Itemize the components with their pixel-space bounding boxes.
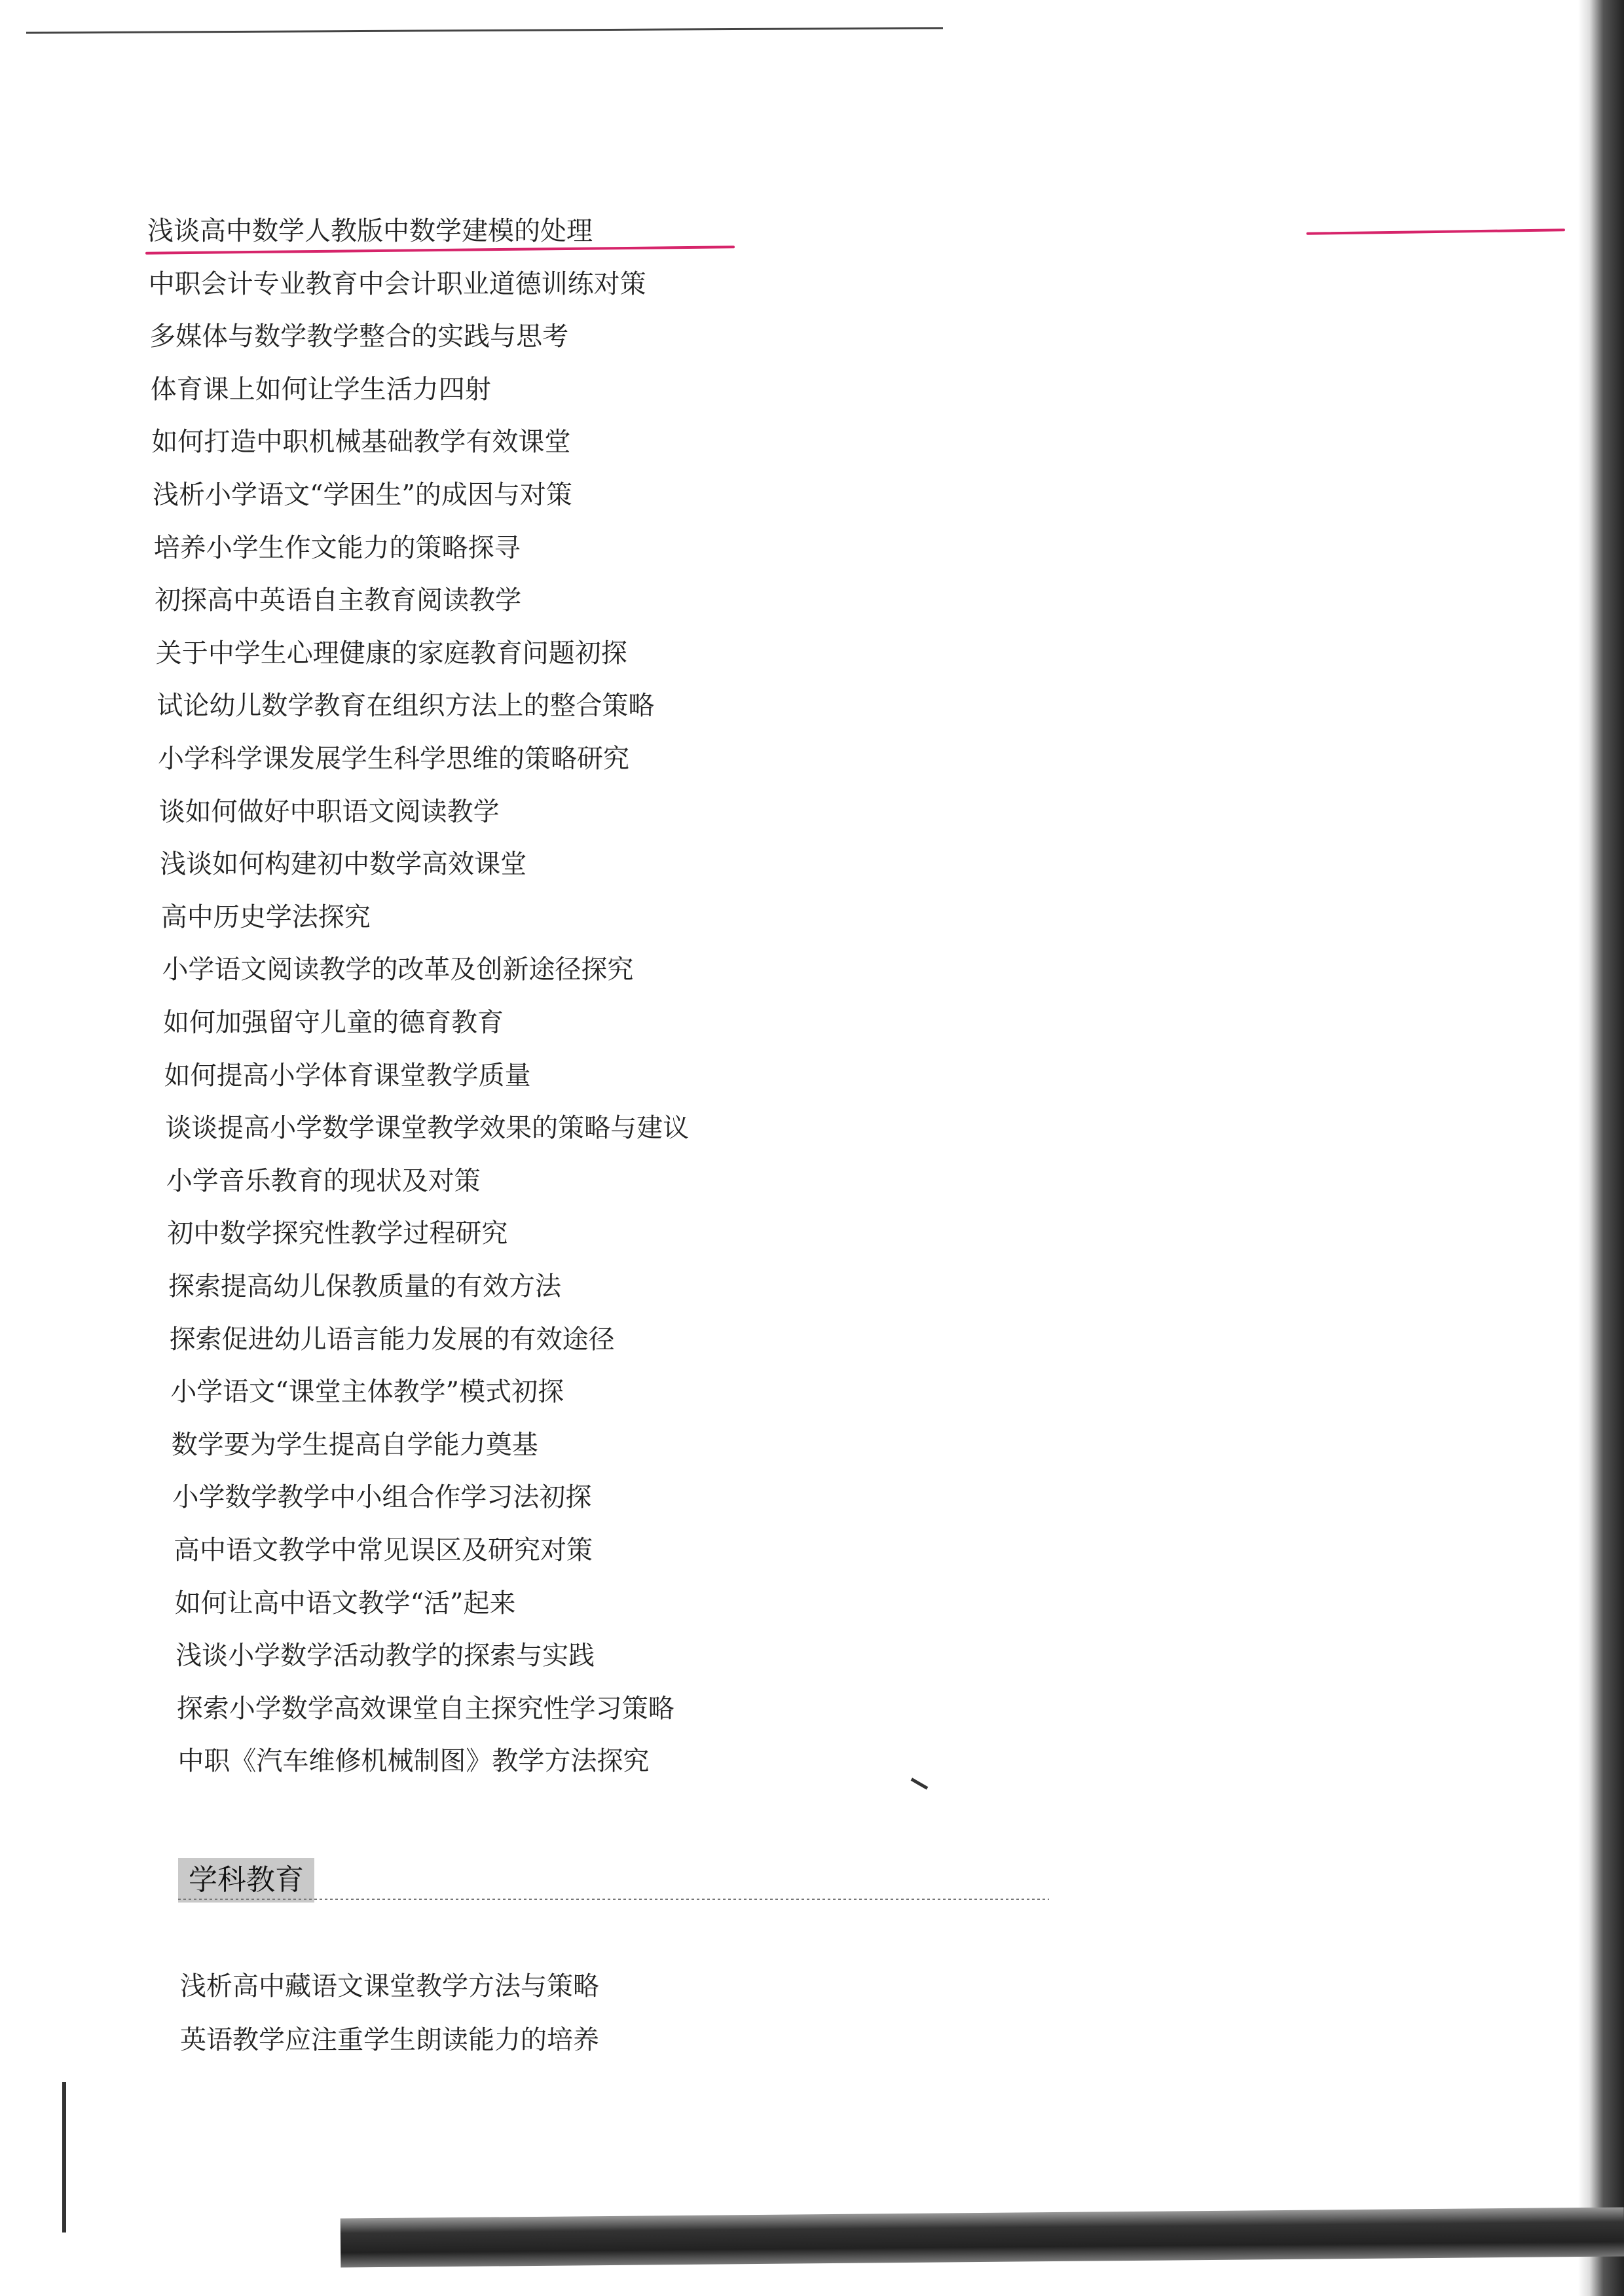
entry-title: 小学语文阅读教学的改革及创新途径探究 bbox=[162, 955, 634, 985]
scan-edge-bottom bbox=[341, 2207, 1624, 2267]
author-highlight-underline bbox=[1306, 228, 1565, 235]
entry-title: 培养小学生作文能力的策略探寻 bbox=[153, 532, 521, 563]
entry-title: 谈如何做好中职语文阅读教学 bbox=[158, 796, 500, 827]
entry-title: 浅谈小学数学活动教学的探索与实践 bbox=[175, 1641, 595, 1671]
entry-title: 关于中学生心理健康的家庭教育问题初探 bbox=[155, 638, 627, 668]
entry-title: 探索小学数学高效课堂自主探究性学习策略 bbox=[176, 1693, 674, 1724]
entry-title: 浅谈高中数学人教版中数学建模的处理 bbox=[147, 216, 593, 246]
section-entry-title: 英语教学应注重学生朗读能力的培养 bbox=[180, 2025, 599, 2055]
entry-title: 如何让高中语文教学“活”起来 bbox=[174, 1588, 516, 1618]
scan-mark-left bbox=[62, 2082, 66, 2232]
top-rule bbox=[26, 27, 943, 33]
entry-title: 初探高中英语自主教育阅读教学 bbox=[155, 585, 522, 616]
entry-title: 谈谈提高小学数学课堂教学效果的策略与建议 bbox=[165, 1113, 690, 1144]
entry-title: 小学音乐教育的现状及对策 bbox=[166, 1165, 481, 1196]
entry-title: 中职《汽车维修机械制图》教学方法探究 bbox=[177, 1746, 650, 1777]
scan-speck bbox=[911, 1777, 929, 1789]
entry-title: 小学数学教学中小组合作学习法初探 bbox=[172, 1482, 592, 1513]
entry-title: 体育课上如何让学生活力四射 bbox=[150, 374, 491, 405]
entry-title: 如何加强留守儿童的德育教育 bbox=[163, 1008, 504, 1038]
section-entry-title: 浅析高中藏语文课堂教学方法与策略 bbox=[180, 1971, 599, 2001]
entry-title: 高中历史学法探究 bbox=[160, 902, 371, 932]
entry-title: 多媒体与数学教学整合的实践与思考 bbox=[149, 321, 569, 352]
entry-title: 高中语文教学中常见误区及研究对策 bbox=[174, 1535, 593, 1565]
entry-title: 探索促进幼儿语言能力发展的有效途径 bbox=[169, 1324, 615, 1355]
entry-title: 中职会计专业教育中会计职业道德训练对策 bbox=[148, 268, 646, 299]
entry-title: 小学科学课发展学生科学思维的策略研究 bbox=[158, 744, 629, 774]
entry-title: 数学要为学生提高自学能力奠基 bbox=[171, 1429, 538, 1460]
entry-title: 浅析小学语文“学困生”的成因与对策 bbox=[153, 480, 572, 510]
section-divider bbox=[178, 1899, 1049, 1900]
entry-title: 探索提高幼儿保教质量的有效方法 bbox=[168, 1271, 561, 1302]
entry-title: 小学语文“课堂主体教学”模式初探 bbox=[170, 1377, 564, 1408]
scan-edge-right bbox=[1578, 0, 1624, 2296]
title-highlight-underline bbox=[145, 246, 735, 254]
entry-title: 初中数学探究性教学过程研究 bbox=[167, 1218, 508, 1249]
entry-title: 如何打造中职机械基础教学有效课堂 bbox=[151, 427, 571, 458]
entry-title: 如何提高小学体育课堂教学质量 bbox=[164, 1060, 531, 1091]
section-heading: 学科教育 bbox=[178, 1858, 314, 1903]
entry-title: 浅谈如何构建初中数学高效课堂 bbox=[160, 849, 527, 880]
entry-title: 试论幼儿数学教育在组织方法上的整合策略 bbox=[157, 691, 655, 721]
